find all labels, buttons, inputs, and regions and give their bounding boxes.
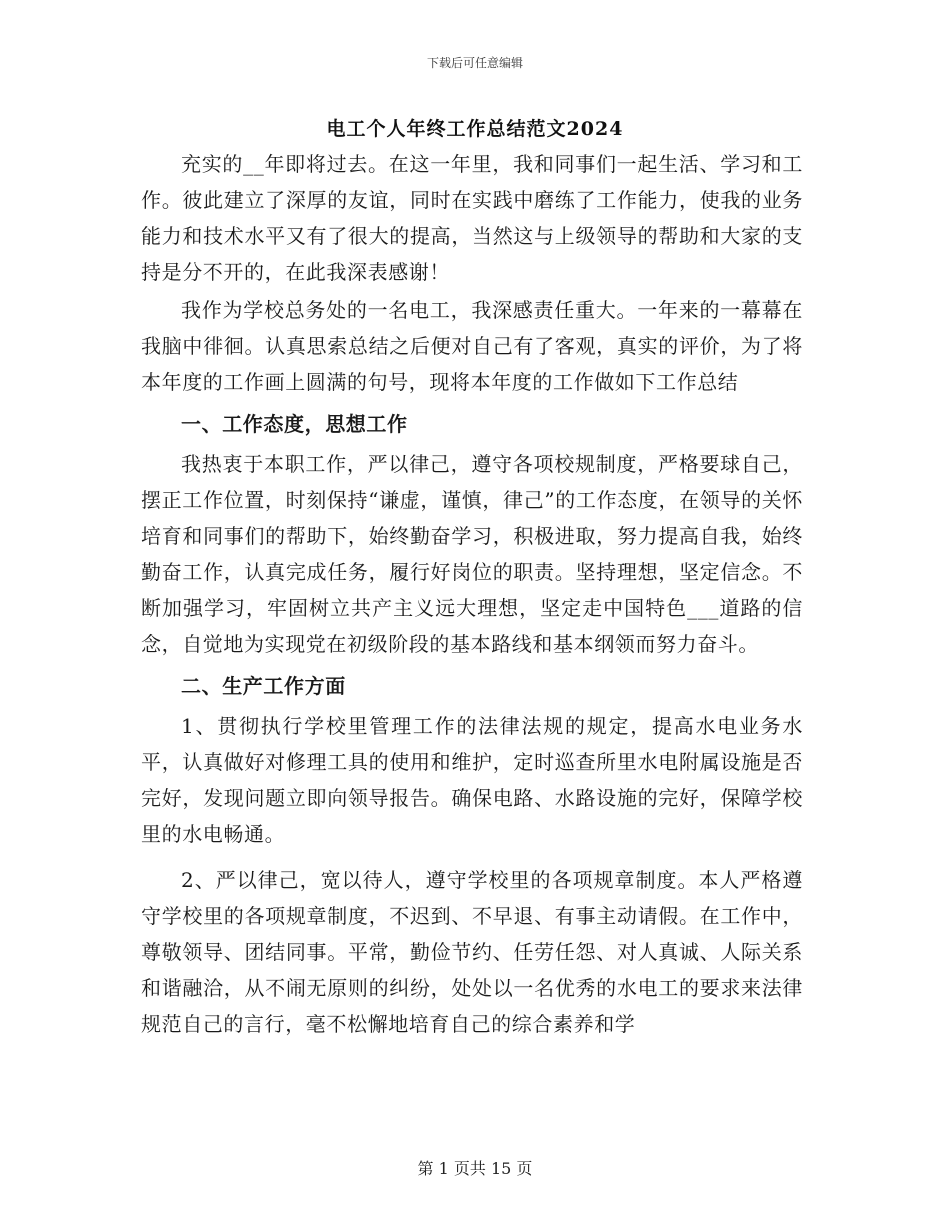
intro-paragraph-2: 我作为学校总务处的一名电工，我深感责任重大。一年来的一幕幕在我脑中徘徊。认真思索总结之后便对自己有了客观，真实的评价，为了将本年度的工作画上圆满的句号，现将本年度的工作做如下工作总结 [141, 298, 803, 394]
section-2-heading: 二、生产工作方面 [181, 674, 346, 698]
document-title: 电工个人年终工作总结范文2024 [326, 118, 624, 140]
document-body [141, 146, 803, 1042]
section-2-item-1: 1、贯彻执行学校里管理工作的法律法规的规定，提高水电业务水平，认真做好对修理工具的使用和维护，定时巡查所里水电附属设施是否完好，发现问题立即向领导报告。确保电路、水路设施的完好，保障学校里的水电畅通。 [141, 714, 803, 846]
section-2-item-2: 2、严以律己，宽以待人，遵守学校里的各项规章制度。本人严格遵守学校里的各项规章制度，不迟到、不早退、有事主动请假。在工作中，尊敬领导、团结同事。平常，勤俭节约、任劳任怨、对人真诚、人际关系和谐融洽，从不闹无原则的纠纷，处处以一名优秀的水电工的要求来法律规范自己的言行，毫不松懈地培育自己的综合素养和学 [141, 868, 803, 1036]
intro-paragraph-1: 充实的__年即将过去。在这一年里，我和同事们一起生活、学习和工作。彼此建立了深厚的友谊，同时在实践中磨练了工作能力，使我的业务能力和技术水平又有了很大的提高，当然这与上级领导的帮助和大家的支持是分不开的，在此我深表感谢！ [141, 152, 803, 284]
page-number: 第 1 页共 15 页 [417, 1159, 533, 1178]
header-note: 下载后可任意编辑 [426, 56, 523, 70]
section-1-heading: 一、工作态度，思想工作 [181, 412, 408, 436]
section-1-body: 我热衷于本职工作，严以律己，遵守各项校规制度，严格要球自己，摆正工作位置，时刻保持“谦虚，谨慎，律己”的工作态度，在领导的关怀培育和同事们的帮助下，始终勤奋学习，积极进取，努力提高自我，始终勤奋工作，认真完成任务，履行好岗位的职责。坚持理想，坚定信念。不断加强学习，牢固树立共产主义远大理想，坚定走中国特色___道路的信念，自觉地为实现党在初级阶段的基本路线和基本纲领而努力奋斗。 [141, 452, 803, 656]
